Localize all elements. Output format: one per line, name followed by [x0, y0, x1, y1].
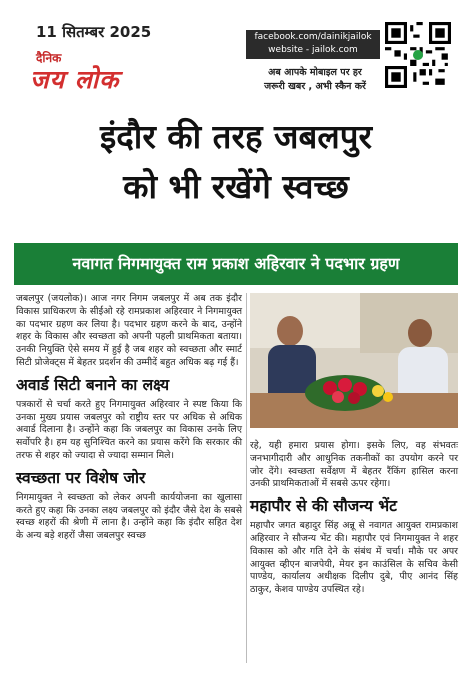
column-divider — [246, 293, 247, 663]
section-heading-cleanliness: स्वच्छता पर विशेष जोर — [16, 468, 146, 487]
section-heading-mayor: महापौर से की सौजन्य भेंट — [250, 497, 397, 516]
masthead-logo-text: जय लोक — [30, 65, 120, 94]
qr-code-icon[interactable] — [385, 22, 451, 88]
contact-box — [246, 30, 380, 59]
main-headline — [0, 112, 472, 212]
masthead-small: दैनिक — [36, 51, 62, 65]
left-column — [16, 293, 242, 543]
meeting-photo — [250, 293, 458, 428]
tagline-line1: अब आपके मोबाइल पर हर — [268, 67, 362, 78]
masthead-logo — [30, 62, 119, 96]
article-para-5: महापौर जगत बहादुर सिंह अन्नू से नवागत आयुक्त रामप्रकाश अहिरवार ने सौजन्य भेंट की। महापौर एवं निगमायुक्त ने शहर विकास को और गति देने के संबंध में चर्चा। मौके पर अपर आयुक्त व्हीएन बाजपेयी, मेयर इन काउंसिल के सचिव केसी पाण्डेय, कार्यालय अधीक्षक दिलीप दुबे, पीए आनंद सिंह ठाकुर, केशव पाण्डेय उपस्थित रहे। — [250, 520, 458, 596]
headline-line1: इंदौर की तरह जबलपुर — [100, 117, 372, 156]
article-para-1: जबलपुर (जयलोक)। आज नगर निगम जबलपुर में अब तक इंदौर विकास प्राधिकरण के सीईओ रहे रामप्रकाश अहिरवार ने निगमायुक्त का पदभार ग्रहण कर लिया है। पदभार ग्रहण करने के बाद, उन्होंने शहर के विकास और स्वच्छता को अपनी पहली प्राथमिकता बताया। उनकी नियुक्ति ऐसे समय में हुई है जब शहर को स्वच्छता और स्मार्ट सिटी प्रोजेक्ट्स में बेहतर प्रदर्शन की उम्मीदें बहुत अधिक बढ़ गई हैं। — [16, 293, 242, 368]
edition-date: 11 सितम्बर 2025 — [36, 23, 152, 41]
website-link[interactable]: website - jailok.com — [268, 45, 358, 55]
article-para-2: पत्रकारों से चर्चा करते हुए निगमायुक्त अहिरवार ने स्पष्ट किया कि उनका मुख्य प्रयास जबलपुर को राष्ट्रीय स्तर पर अधिक से अधिक अवार्ड दिलाना है। उन्होंने कहा कि जबलपुर का विकास उनके लिए सर्वोपरि है। हम यह सुनिश्चित करने का प्रयास करेंगे कि सरकार की तरफ से शहर को ज्यादा से ज्यादा सम्मान मिले। — [16, 398, 242, 461]
scan-tagline — [244, 66, 386, 94]
subheadline-banner: नवागत निगमायुक्त राम प्रकाश अहिरवार ने पदभार ग्रहण — [14, 243, 458, 285]
section-heading-award: अवार्ड सिटी बनाने का लक्ष्य — [16, 375, 170, 394]
facebook-link[interactable]: facebook.com/dainikjailok — [254, 32, 372, 42]
headline-line2: को भी रखेंगे स्वच्छ — [123, 167, 349, 206]
tagline-line2: जरूरी खबर , अभी स्कैन करें — [264, 81, 366, 92]
article-para-4: रहे, यही हमारा प्रयास होगा। इसके लिए, वह संभवतः जनभागीदारी और आधुनिक तकनीकों का उपयोग करने पर जोर देंगे। स्वच्छता सर्वेक्षण में बेहतर रैंकिंग हासिल करना उनकी प्राथमिकताओं में सबसे ऊपर रहेगा। — [250, 440, 458, 490]
right-column — [250, 293, 458, 597]
article-para-3: निगमायुक्त ने स्वच्छता को लेकर अपनी कार्ययोजना का खुलासा करते हुए कहा कि उनका लक्ष्य जबलपुर को इंदौर जैसे देश के सबसे स्वच्छ शहरों की श्रेणी में लाना है। उन्होंने कहा कि इंदौर सहित देश के अन्य बड़े शहरों जैसा जबलपुर स्वच्छ — [16, 491, 242, 542]
page-header — [0, 0, 472, 110]
